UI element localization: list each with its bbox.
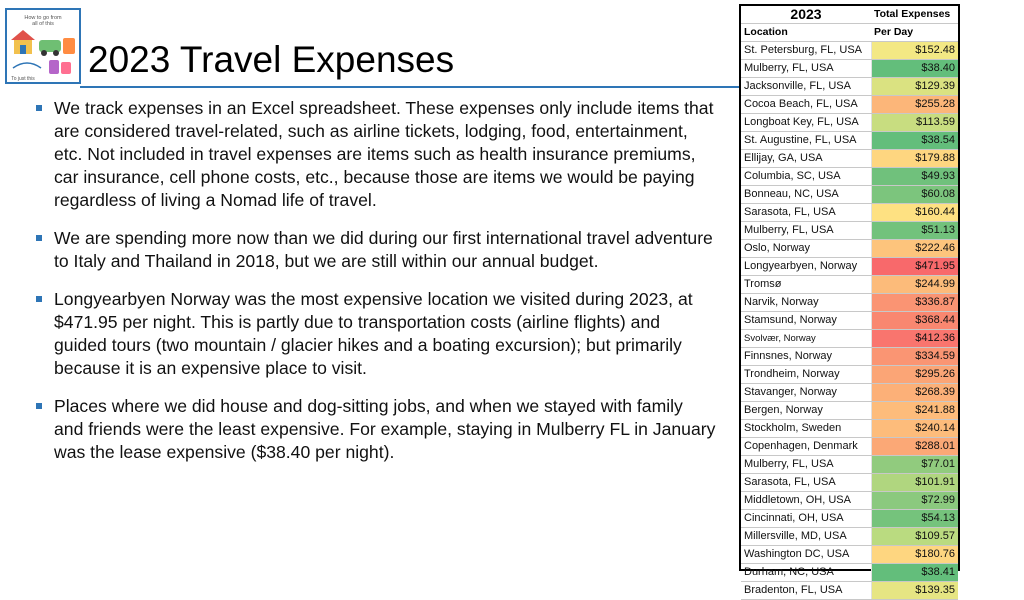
expense-cell: $54.13 <box>871 510 958 528</box>
table-row <box>741 168 958 186</box>
expense-cell: $38.54 <box>871 132 958 150</box>
location-cell: Middletown, OH, USA <box>741 492 871 510</box>
expense-cell: $295.26 <box>871 366 958 384</box>
logo-caption-2: all of this <box>32 21 54 27</box>
logo-caption-1: How to go from <box>24 15 62 21</box>
table-row <box>741 366 958 384</box>
table-row <box>741 420 958 438</box>
expense-cell: $72.99 <box>871 492 958 510</box>
location-cell: Bonneau, NC, USA <box>741 186 871 204</box>
location-cell: Longboat Key, FL, USA <box>741 114 871 132</box>
expense-cell: $38.40 <box>871 60 958 78</box>
bullet-item <box>36 288 716 380</box>
bullet-list <box>36 97 716 479</box>
location-cell: Ellijay, GA, USA <box>741 150 871 168</box>
location-cell: Mulberry, FL, USA <box>741 456 871 474</box>
table-row <box>741 294 958 312</box>
expense-cell: $180.76 <box>871 546 958 564</box>
bullet-square-icon <box>36 235 42 241</box>
location-cell: Cocoa Beach, FL, USA <box>741 96 871 114</box>
location-cell: Millersville, MD, USA <box>741 528 871 546</box>
expense-cell: $334.59 <box>871 348 958 366</box>
table-location-header: Location <box>741 24 871 42</box>
expense-cell: $60.08 <box>871 186 958 204</box>
table-row <box>741 474 958 492</box>
bullet-item <box>36 227 716 273</box>
expense-cell: $49.93 <box>871 168 958 186</box>
travel-logo-icon <box>7 10 79 82</box>
table-row <box>741 258 958 276</box>
table-row <box>741 114 958 132</box>
title-divider <box>80 86 740 88</box>
table-row <box>741 96 958 114</box>
table-row <box>741 546 958 564</box>
location-cell: Longyearbyen, Norway <box>741 258 871 276</box>
location-cell: Stamsund, Norway <box>741 312 871 330</box>
location-cell: Washington DC, USA <box>741 546 871 564</box>
table-row <box>741 384 958 402</box>
expense-cell: $368.44 <box>871 312 958 330</box>
table-row <box>741 348 958 366</box>
table-row <box>741 492 958 510</box>
table-row <box>741 222 958 240</box>
location-cell: Bradenton, FL, USA <box>741 582 871 600</box>
expense-cell: $152.48 <box>871 42 958 60</box>
expense-cell: $288.01 <box>871 438 958 456</box>
expense-cell: $268.39 <box>871 384 958 402</box>
table-row <box>741 528 958 546</box>
table-row <box>741 276 958 294</box>
table-row <box>741 42 958 60</box>
location-cell: St. Petersburg, FL, USA <box>741 42 871 60</box>
location-cell: Finnsnes, Norway <box>741 348 871 366</box>
table-row <box>741 132 958 150</box>
bullet-item <box>36 97 716 212</box>
table-row <box>741 582 958 600</box>
location-cell: Narvik, Norway <box>741 294 871 312</box>
table-row <box>741 312 958 330</box>
logo-caption-3: To just this <box>11 76 35 82</box>
expense-cell: $471.95 <box>871 258 958 276</box>
location-cell: Jacksonville, FL, USA <box>741 78 871 96</box>
expense-cell: $38.41 <box>871 564 958 582</box>
expense-cell: $240.14 <box>871 420 958 438</box>
expense-cell: $101.91 <box>871 474 958 492</box>
location-cell: Sarasota, FL, USA <box>741 204 871 222</box>
location-cell: Stavanger, Norway <box>741 384 871 402</box>
bullet-text: Places where we did house and dog-sitting jobs, and when we stayed with family and friends were the least expensive. For example, staying in Mulberry FL in January was the lease expensive ($38.40 per night). <box>54 396 716 462</box>
table-total-header: Total Expenses <box>871 6 958 24</box>
expense-cell: $244.99 <box>871 276 958 294</box>
table-row <box>741 240 958 258</box>
location-cell: Bergen, Norway <box>741 402 871 420</box>
expense-cell: $412.36 <box>871 330 958 348</box>
table-row <box>741 456 958 474</box>
expense-cell: $222.46 <box>871 240 958 258</box>
expense-cell: $241.88 <box>871 402 958 420</box>
expense-cell: $179.88 <box>871 150 958 168</box>
location-cell: Trondheim, Norway <box>741 366 871 384</box>
table-row <box>741 330 958 348</box>
expense-cell: $51.13 <box>871 222 958 240</box>
location-cell: Svolvær, Norway <box>741 330 871 348</box>
table-row <box>741 402 958 420</box>
location-cell: Mulberry, FL, USA <box>741 60 871 78</box>
bullet-square-icon <box>36 403 42 409</box>
location-cell: Stockholm, Sweden <box>741 420 871 438</box>
table-row <box>741 78 958 96</box>
bullet-text: Longyearbyen Norway was the most expensive location we visited during 2023, at $471.95 per night. This is partly due to transportation costs (airline flights) and guided tours (two mountain / glacier hikes and a boating excursion); but primarily because it is an expensive place to visit. <box>54 289 693 378</box>
bullet-item <box>36 395 716 464</box>
expense-cell: $77.01 <box>871 456 958 474</box>
table-per-day-header: Per Day <box>871 24 958 42</box>
expense-cell: $336.87 <box>871 294 958 312</box>
table-row <box>741 150 958 168</box>
expense-cell: $160.44 <box>871 204 958 222</box>
location-cell: Tromsø <box>741 276 871 294</box>
table-row <box>741 510 958 528</box>
location-cell: Sarasota, FL, USA <box>741 474 871 492</box>
bullet-text: We track expenses in an Excel spreadsheet. These expenses only include items that are considered travel-related, such as airline tickets, lodging, food, entertainment, etc. Not included in travel expenses are items such as health insurance premiums, car insurance, cell phone costs, etc., because those are items we would be paying regardless of living a Nomad life of travel. <box>54 98 714 210</box>
bullet-square-icon <box>36 105 42 111</box>
expense-cell: $113.59 <box>871 114 958 132</box>
page-title: 2023 Travel Expenses <box>88 39 455 80</box>
expense-table <box>739 4 960 596</box>
bullet-square-icon <box>36 296 42 302</box>
expense-cell: $139.35 <box>871 582 958 600</box>
expense-cell: $129.39 <box>871 78 958 96</box>
expense-cell: $255.28 <box>871 96 958 114</box>
location-cell: Mulberry, FL, USA <box>741 222 871 240</box>
table-row <box>741 438 958 456</box>
location-cell: Oslo, Norway <box>741 240 871 258</box>
location-cell: Durham, NC, USA <box>741 564 871 582</box>
table-row <box>741 564 958 582</box>
logo <box>5 8 81 84</box>
bullet-text: We are spending more now than we did during our first international travel adventure to Italy and Thailand in 2018, but we are still within our annual budget. <box>54 228 713 271</box>
table-year-header: 2023 <box>741 6 871 24</box>
location-cell: Copenhagen, Denmark <box>741 438 871 456</box>
location-cell: Columbia, SC, USA <box>741 168 871 186</box>
table-row <box>741 60 958 78</box>
table-row <box>741 204 958 222</box>
location-cell: Cincinnati, OH, USA <box>741 510 871 528</box>
location-cell: St. Augustine, FL, USA <box>741 132 871 150</box>
expense-cell: $109.57 <box>871 528 958 546</box>
table-row <box>741 186 958 204</box>
